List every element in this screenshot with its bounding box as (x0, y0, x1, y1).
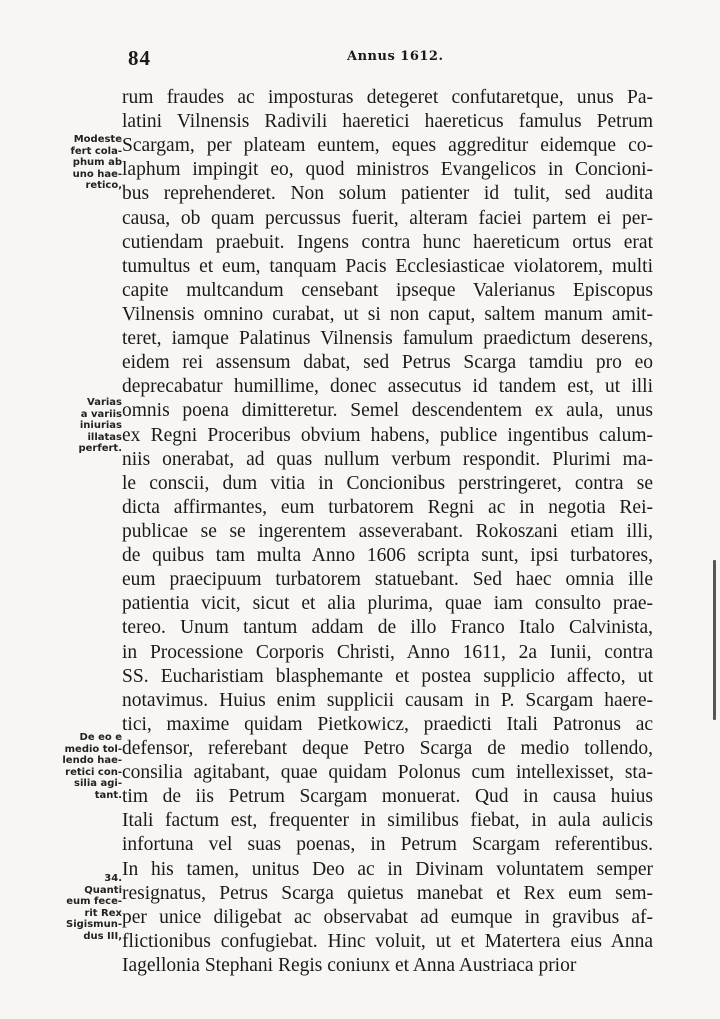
text-line: cutiendam praebuit. Ingens contra hunc haereticum ortus erat (122, 231, 653, 253)
margin-note-line: iniurias (79, 420, 122, 432)
text-line: consilia agitabant, quae quidam Polonus cum intellexisset, sta- (122, 762, 653, 784)
margin-note-1 (60, 134, 122, 192)
text-line: Scargam, per plateam euntem, eques aggreditur eidemque co- (122, 135, 653, 157)
margin-note-line: De eo e (79, 732, 122, 743)
running-head: Annus 1612. (347, 49, 444, 64)
text-line: ex Regni Proceribus obvium habens, publice ingentibus calum- (122, 424, 653, 446)
margin-note-line: Modeste (73, 134, 122, 145)
text-line: Iagellonia Stephani Regis coniunx et Anna Austriaca prior (122, 954, 577, 976)
text-line: le conscii, dum vitia in Concionibus perstringeret, contra se (122, 472, 653, 494)
margin-note-line: fert cola- (70, 145, 122, 157)
text-line: de quibus tam multa Anno 1606 scripta sunt, ipsi turbatores, (122, 545, 653, 567)
margin-note-line: rit Rex (84, 907, 122, 919)
text-line: niis onerabat, ad quas nullum verbum respondit. Plurimi ma- (122, 448, 653, 470)
text-line: eidem rei assensum dabat, sed Petrus Scarga tamdiu pro eo (122, 352, 653, 374)
text-line: notavimus. Huius enim supplicii causam in P. Scargam haere- (122, 689, 653, 711)
text-line: capite multcandum censebant ipseque Valerianus Episcopus (122, 279, 653, 301)
text-line: omnis poena dimitteretur. Semel descendentem ex aula, unus (122, 400, 653, 422)
margin-note-line: lendo hae- (62, 755, 122, 767)
text-line: publicae se se ingerentem asseverabant. Rokoszani etiam illi, (122, 520, 653, 542)
text-line: tumultus et eum, tanquam Pacis Ecclesiasticae violatorem, multi (122, 255, 653, 277)
margin-note-line: Varias (87, 397, 122, 408)
text-line: tici, maxime quidam Pietkowicz, praedicti Itali Patronus ac (122, 713, 653, 735)
margin-note-line: tant. (94, 789, 122, 801)
text-line: tim de iis Petrum Scargam monuerat. Qud in causa huius (122, 786, 653, 808)
margin-note-line: 34. (104, 873, 122, 884)
text-line: resignatus, Petrus Scarga quietus manebat et Rex eum sem- (122, 882, 653, 904)
margin-note-line: retico, (85, 180, 122, 192)
text-line: laphum impingit eo, quod ministros Evangelicos in Concioni- (122, 159, 653, 181)
text-line: flictionibus confugiebat. Hinc voluit, ut et Matertera eius Anna (122, 930, 653, 952)
text-line: SS. Eucharistiam blasphemante et postea supplicio affecto, ut (122, 665, 653, 687)
margin-note-line: eum fece- (66, 896, 122, 908)
text-line: tereo. Unum tantum addam de illo Franco Italo Calvinista, (122, 617, 653, 639)
margin-notes (0, 0, 122, 1019)
text-line: patientia vicit, sicut et alia plurima, quae iam consulto prae- (122, 593, 653, 615)
margin-note-line: retici con- (65, 766, 122, 778)
text-line: bus reprehenderet. Non solum patienter id tulit, sed audita (122, 183, 653, 205)
margin-note-line: Quanti (84, 884, 122, 896)
text-line: In his tamen, unitus Deo ac in Divinam voluntatem semper (122, 858, 653, 880)
margin-note-2 (60, 397, 122, 455)
margin-note-line: dus III, (83, 930, 122, 942)
margin-note-line: perfert. (78, 443, 122, 455)
text-line: Itali factum est, frequenter in similibus fiebat, in aula aulicis (122, 810, 653, 832)
text-line: per unice diligebat ac observabat ad eumque in gravibus af- (122, 906, 653, 928)
text-line: causa, ob quam percussus fuerit, alteram faciei partem ei per- (122, 207, 653, 229)
text-line: deprecabatur humillime, donec assecutus id tandem est, ut illi (122, 376, 653, 398)
text-line: eum praecipuum turbatorem statuebant. Sed haec omnia ille (122, 569, 653, 591)
text-line: latini Vilnensis Radivili haeretici haereticus famulus Petrum (122, 111, 653, 133)
margin-note-3 (60, 732, 122, 802)
body-text (122, 86, 653, 978)
margin-note-line: medio tol- (64, 743, 122, 755)
text-line: teret, iamque Palatinus Vilnensis famulum praedictum deserens, (122, 328, 653, 350)
text-line: defensor, referebant deque Petro Scarga de medio tollendo, (122, 737, 653, 759)
margin-note-line: illatas (87, 431, 122, 443)
text-line: rum fraudes ac imposturas detegeret confutaretque, unus Pa- (122, 87, 653, 108)
text-line: Vilnensis omnino curabat, ut si non caput, saltem manum amit- (122, 303, 653, 325)
margin-note-line: Sigismun- (66, 919, 122, 931)
margin-note-4 (60, 873, 122, 943)
page-edge-shadow (713, 560, 716, 720)
margin-note-line: a variis (80, 408, 122, 420)
page-number: 84 (128, 46, 151, 70)
margin-note-line: phum ab (72, 157, 122, 169)
text-line: infortuna vel suas poenas, in Petrum Scargam referentibus. (122, 834, 653, 856)
margin-note-line: silia agi- (74, 778, 122, 790)
text-line: dicta affirmantes, eum turbatorem Regni ac in negotia Rei- (122, 496, 653, 518)
margin-note-line: uno hae- (72, 168, 122, 180)
text-line: in Processione Corporis Christi, Anno 1611, 2a Iunii, contra (122, 641, 653, 663)
